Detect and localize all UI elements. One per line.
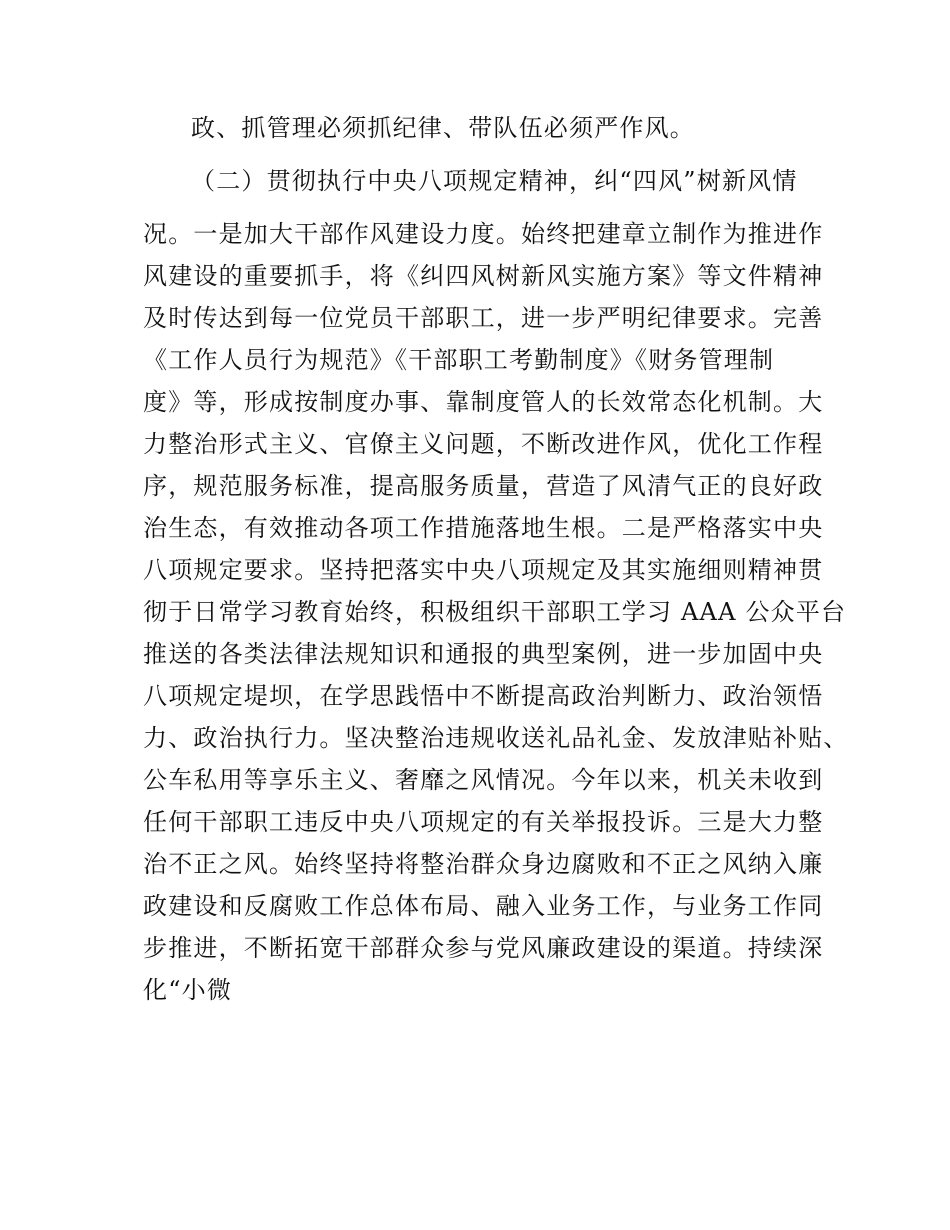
text-line: 《工作人员行为规范》《干部职工考勤制度》《财务管理制: [143, 346, 775, 374]
text-line: 力、政治执行力。坚决整治违规收送礼品礼金、发放津贴补贴、: [143, 724, 849, 752]
text-line: 任何干部职工违反中央八项规定的有关举报投诉。三是大力整: [143, 808, 824, 836]
text-line: 力整治形式主义、官僚主义问题，不断改进作风，优化工作程: [143, 430, 824, 458]
section-heading-line: （二）贯彻执行中央八项规定精神，纠“四风”树新风情: [191, 167, 798, 195]
text-line: 治生态，有效推动各项工作措施落地生根。二是严格落实中央: [143, 514, 824, 542]
text-line: 化“小微: [143, 976, 233, 1004]
text-line: 公车私用等享乐主义、奢靡之风情况。今年以来，机关未收到: [143, 766, 824, 794]
text-line: 政、抓管理必须抓纪律、带队伍必须严作风。: [191, 114, 695, 142]
text-line: 风建设的重要抓手，将《纠四风树新风实施方案》等文件精神: [143, 262, 824, 290]
text-line: 八项规定要求。坚持把落实中央八项规定及其实施细则精神贯: [143, 556, 824, 584]
text-line: 八项规定堤坝，在学思践悟中不断提高政治判断力、政治领悟: [143, 682, 824, 710]
text-line: 序，规范服务标准，提高服务质量，营造了风清气正的良好政: [143, 472, 824, 500]
text-line: 度》等，形成按制度办事、靠制度管人的长效常态化机制。大: [143, 388, 824, 416]
text-line: 推送的各类法律法规知识和通报的典型案例，进一步加固中央: [143, 640, 824, 668]
text-line: 及时传达到每一位党员干部职工，进一步严明纪律要求。完善: [143, 304, 824, 332]
text-line: 彻于日常学习教育始终，积极组织干部职工学习 AAA 公众平台: [143, 598, 847, 626]
text-line: 治不正之风。始终坚持将整治群众身边腐败和不正之风纳入廉: [143, 850, 824, 878]
text-line: 步推进，不断拓宽干部群众参与党风廉政建设的渠道。持续深: [143, 934, 824, 962]
text-line: 况。一是加大干部作风建设力度。始终把建章立制作为推进作: [143, 220, 824, 248]
text-line: 政建设和反腐败工作总体布局、融入业务工作，与业务工作同: [143, 892, 824, 920]
